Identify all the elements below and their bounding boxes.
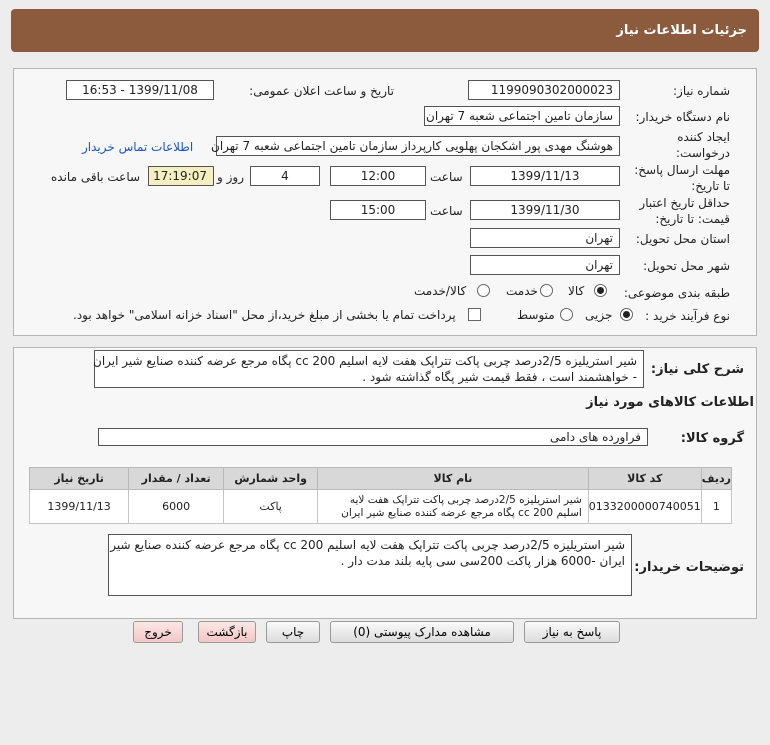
remaining-time-field: 17:19:07 [148,166,214,186]
goods-group-field: فراورده های دامی [98,428,648,446]
buyer-notes-box [108,534,632,596]
summary-line-2: - خواهشمند است ، فقط قیمت شیر پگاه گذاشته شود . [362,370,637,384]
treasury-payment-checkbox[interactable] [468,308,481,321]
cell-index: 1 [701,490,731,524]
validity-date-field: 1399/11/30 [470,200,620,220]
goods-group-label: گروه کالا: [680,431,744,446]
col-name: نام کالا [318,468,589,490]
cell-qty: 6000 [129,490,224,524]
need-number-field: 1199090302000023 [468,80,620,100]
cell-name-line-1: شیر استریلیزه 2/5درصد چربی پاکت تتراپک هفت لایه [349,493,582,506]
category-radio-both[interactable] [477,284,490,297]
creator-label: ایجاد کننده [677,130,730,144]
validity-label: حداقل تاریخ اعتبار [639,196,730,210]
category-radio-goods[interactable] [594,284,607,297]
goods-section-title: اطلاعات کالاهای مورد نیاز [586,395,754,410]
buyer-field: سازمان تامین اجتماعی شعبه 7 تهران [424,106,620,126]
creator-field: هوشنگ مهدی پور اشکجان پهلویی کارپرداز سازمان تامین اجتماعی شعبه 7 تهران [216,136,620,156]
validity-time-field: 15:00 [330,200,426,220]
summary-label: شرح کلی نیاز: [650,362,744,377]
cell-name-line-2: اسلیم 200 cc پگاه مرجع عرضه کننده صنایع شیر ایران [341,506,582,519]
announce-label: تاریخ و ساعت اعلان عمومی: [249,84,394,98]
goods-table [29,467,732,524]
process-radio-medium[interactable] [560,308,573,321]
remaining-label: ساعت باقی مانده [51,170,141,184]
province-label: استان محل تحویل: [635,232,730,246]
col-qty: تعداد / مقدار [129,468,224,490]
category-option-service: خدمت [506,284,538,298]
col-row: ردیف [701,468,731,490]
buyer-notes-line-1: شیر استریلیزه 2/5درصد چربی پاکت تتراپک هفت لایه اسلیم 200 cc پگاه مرجع عرضه کننده صنایع شیر [110,538,625,552]
col-unit: واحد شمارش [224,468,318,490]
deadline-label-2: تا تاریخ: [691,179,730,193]
reply-button[interactable]: پاسخ به نیاز [524,621,620,643]
category-label: طبقه بندی موضوعی: [623,286,730,300]
page-title: جزئیات اطلاعات نیاز [616,23,747,38]
summary-box [94,350,644,388]
buyer-label: نام دستگاه خریدار: [635,110,730,124]
print-button[interactable]: چاپ [266,621,320,643]
need-number-label: شماره نیاز: [673,84,730,98]
days-field: 4 [250,166,320,186]
province-field: تهران [470,228,620,248]
deadline-time-field: 12:00 [330,166,426,186]
buyer-notes-line-2: ایران -6000 هزار پاکت 200سی سی پایه بلند مدت دار . [340,554,625,568]
cell-name [318,490,589,524]
process-radio-minor[interactable] [620,308,633,321]
cell-date: 1399/11/13 [30,490,129,524]
treasury-payment-note: پرداخت تمام یا بخشی از مبلغ خرید،از محل "اسناد خزانه اسلامی" خواهد بود. [73,308,456,322]
category-option-both: کالا/خدمت [414,284,467,298]
contact-buyer-link[interactable]: اطلاعات تماس خریدار [82,140,194,154]
buyer-notes-label: توضیحات خریدار: [634,560,744,575]
col-code: کد کالا [588,468,701,490]
validity-label-2: قیمت: تا تاریخ: [655,212,730,226]
table-row[interactable] [30,490,732,524]
category-radio-service[interactable] [540,284,553,297]
deadline-date-field: 1399/11/13 [470,166,620,186]
page-header [11,9,759,52]
process-label: نوع فرآیند خرید : [645,309,730,323]
attachments-button[interactable]: مشاهده مدارک پیوستی (0) [330,621,514,643]
process-option-medium: متوسط [517,308,555,322]
days-label: روز و [217,170,244,184]
exit-button[interactable]: خروج [133,621,183,643]
process-option-minor: جزیی [585,308,613,322]
deadline-label: مهلت ارسال پاسخ: [634,163,730,177]
creator-label-2: درخواست: [676,146,730,160]
category-option-goods: کالا [568,284,585,298]
summary-line-1: شیر استریلیزه 2/5درصد چربی پاکت تتراپک هفت لایه اسلیم 200 cc پگاه مرجع عرضه کننده صنایع شیر ایران [93,354,637,368]
cell-unit: پاکت [224,490,318,524]
city-label: شهر محل تحویل: [643,259,730,273]
cell-code: 0133200000740051 [588,490,701,524]
back-button[interactable]: بازگشت [198,621,256,643]
validity-time-label: ساعت [430,204,463,218]
city-field: تهران [470,255,620,275]
deadline-time-label: ساعت [430,170,463,184]
announce-field: 1399/11/08 - 16:53 [66,80,214,100]
col-date: تاریخ نیاز [30,468,129,490]
